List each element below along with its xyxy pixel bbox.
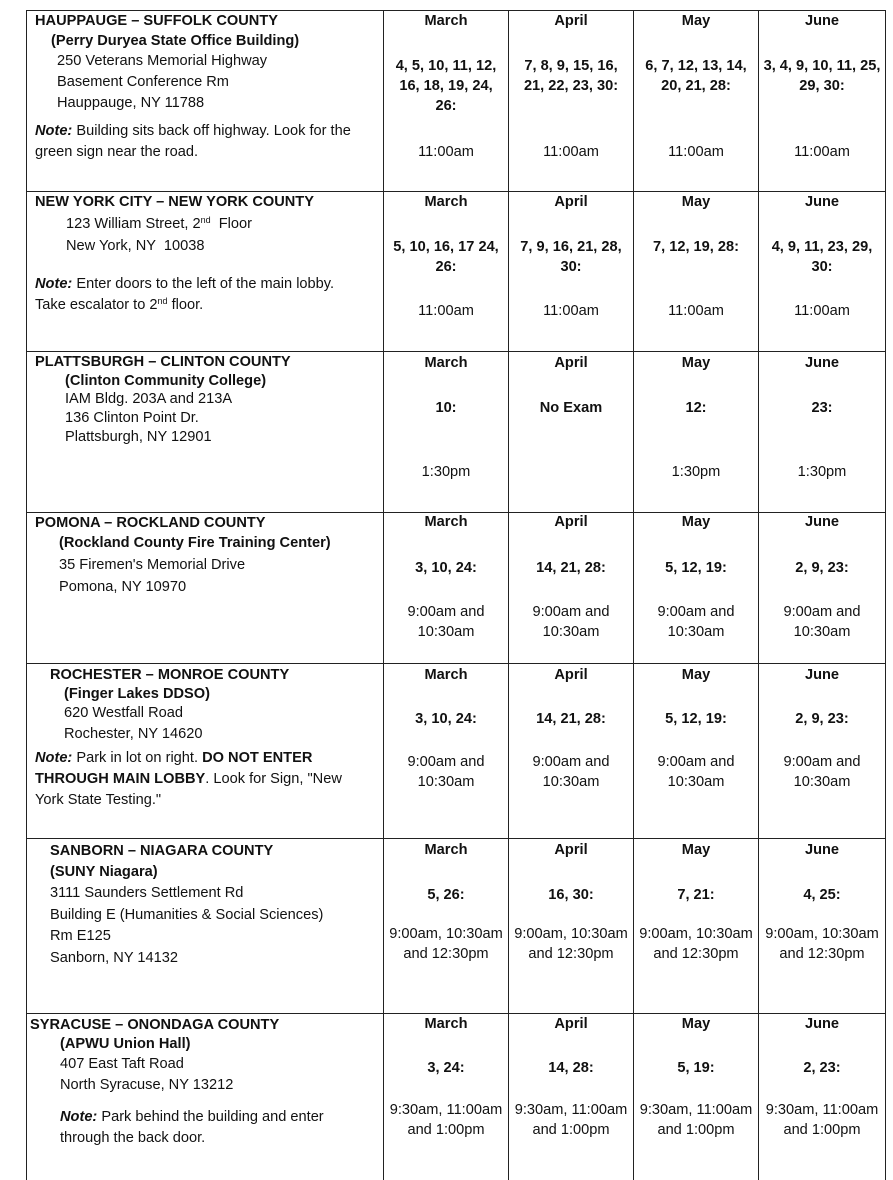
month-cell-april: [509, 664, 634, 838]
month-cell-april: [509, 11, 634, 191]
month-header: April: [554, 1016, 588, 1032]
exam-dates: No Exam: [539, 400, 603, 416]
address-line: IAM Bldg. 203A and 213A: [65, 391, 233, 407]
month-header: April: [554, 355, 588, 371]
location-row-plattsburgh: [27, 352, 885, 513]
exam-dates: 23:: [811, 400, 833, 416]
exam-dates: 2, 23:: [803, 1060, 841, 1076]
location-title: SANBORN – NIAGARA COUNTY: [50, 843, 274, 859]
month-header: March: [424, 194, 468, 210]
exam-times: 9:00am and 10:30am: [532, 754, 610, 790]
address-line: Rochester, NY 14620: [64, 726, 203, 742]
exam-times: 11:00am: [418, 144, 474, 160]
exam-dates: 14, 28:: [548, 1060, 594, 1076]
month-cell-march: [384, 11, 509, 191]
note-warning: DO NOT ENTER THROUGH MAIN LOBBY: [35, 750, 313, 787]
address-line: Plattsburgh, NY 12901: [65, 429, 212, 445]
note-text: floor.: [167, 297, 204, 313]
month-header: March: [424, 514, 468, 530]
exam-dates: 2, 9, 23:: [795, 560, 849, 576]
exam-dates: 7, 12, 19, 28:: [652, 239, 739, 255]
address-line: 250 Veterans Memorial Highway: [57, 53, 268, 69]
month-header: June: [804, 842, 840, 858]
month-cell-march: [384, 664, 509, 838]
exam-times: 11:00am: [543, 303, 599, 319]
note-text: Building sits back off highway. Look for the green sign near the road.: [35, 123, 351, 160]
exam-dates: 5, 10, 16, 17 24, 26:: [393, 239, 499, 275]
month-cell-may: [634, 664, 759, 838]
month-header: May: [681, 355, 711, 371]
address-line: 35 Firemen's Memorial Drive: [59, 557, 246, 573]
exam-dates: 7, 9, 16, 21, 28, 30:: [520, 239, 622, 275]
exam-dates: 3, 10, 24:: [415, 560, 477, 576]
note-text: Park behind the building and enter through the back door.: [60, 1109, 324, 1146]
exam-times: 9:00am, 10:30am and 12:30pm: [639, 926, 753, 962]
location-row-pomona: [27, 513, 885, 664]
exam-times: 9:00am and 10:30am: [407, 604, 485, 640]
month-header: April: [554, 514, 588, 530]
note-label: Note:: [35, 123, 73, 139]
exam-dates: 3, 10, 24:: [415, 711, 477, 727]
month-header: May: [681, 13, 711, 29]
location-row-sanborn: [27, 839, 885, 1014]
facility-name: (Clinton Community College): [65, 373, 267, 389]
location-row-new-york-city: [27, 192, 885, 352]
address-line: Sanborn, NY 14132: [50, 950, 178, 966]
note-text: . Look for Sign, "New York State Testing.": [35, 771, 342, 808]
note-label: Note:: [35, 750, 73, 766]
month-header: March: [424, 355, 468, 371]
location-title: ROCHESTER – MONROE COUNTY: [50, 667, 290, 683]
exam-dates: 2, 9, 23:: [795, 711, 849, 727]
location-note: [30, 1107, 370, 1149]
exam-dates: 5, 12, 19:: [665, 560, 727, 576]
exam-times: 1:30pm: [671, 464, 721, 480]
facility-name: (SUNY Niagara): [50, 864, 158, 880]
exam-times: 9:00am and 10:30am: [783, 604, 861, 640]
note-label: Note:: [35, 276, 73, 292]
month-cell-april: [509, 192, 634, 351]
location-title: NEW YORK CITY – NEW YORK COUNTY: [35, 194, 314, 210]
address-line: 407 East Taft Road: [60, 1056, 184, 1072]
address-line: Pomona, NY 10970: [59, 579, 187, 595]
month-cell-april: [509, 1014, 634, 1180]
location-note: [35, 121, 380, 163]
address-line: 620 Westfall Road: [64, 705, 183, 721]
month-header: May: [681, 194, 711, 210]
exam-times: 9:30am, 11:00am and 1:00pm: [514, 1102, 628, 1138]
location-cell: [27, 11, 384, 191]
month-header: June: [804, 355, 840, 371]
address-line: 3111 Saunders Settlement Rd: [50, 885, 244, 901]
exam-dates: 7, 8, 9, 15, 16, 21, 22, 23, 30:: [523, 58, 619, 94]
month-header: April: [554, 842, 588, 858]
month-header: March: [424, 667, 468, 683]
exam-times: 9:00am and 10:30am: [657, 604, 735, 640]
address-line: Rm E125: [50, 928, 111, 944]
month-header: May: [681, 514, 711, 530]
address-text: Floor: [210, 216, 253, 232]
location-title: PLATTSBURGH – CLINTON COUNTY: [35, 354, 291, 370]
location-note: [35, 274, 355, 316]
location-row-rochester: [27, 664, 885, 839]
exam-times: 1:30pm: [797, 464, 847, 480]
exam-times: 11:00am: [543, 144, 599, 160]
location-title: SYRACUSE – ONONDAGA COUNTY: [30, 1017, 280, 1033]
exam-times: 11:00am: [418, 303, 474, 319]
facility-name: (Rockland County Fire Training Center): [59, 535, 331, 551]
month-cell-may: [634, 1014, 759, 1180]
exam-dates: 14, 21, 28:: [536, 711, 606, 727]
address-line: 136 Clinton Point Dr.: [65, 410, 199, 426]
month-cell-june: [759, 839, 885, 1013]
note-label: Note:: [60, 1109, 98, 1125]
month-cell-march: [384, 513, 509, 663]
month-cell-april: [509, 513, 634, 663]
month-cell-june: [759, 192, 885, 351]
month-cell-march: [384, 1014, 509, 1180]
location-cell: [27, 1014, 384, 1180]
month-cell-march: [384, 192, 509, 351]
month-header: May: [681, 667, 711, 683]
exam-dates: 10:: [435, 400, 457, 416]
month-header: June: [804, 13, 840, 29]
address-line: Basement Conference Rm: [57, 74, 229, 90]
location-cell: [27, 192, 384, 351]
location-cell: [27, 664, 384, 838]
exam-times: 11:00am: [668, 144, 724, 160]
month-header: April: [554, 13, 588, 29]
address-line: New York, NY 10038: [66, 238, 205, 254]
month-cell-may: [634, 513, 759, 663]
month-header: March: [424, 13, 468, 29]
exam-dates: 7, 21:: [677, 887, 715, 903]
month-cell-april: [509, 839, 634, 1013]
facility-name: (Finger Lakes DDSO): [64, 686, 210, 702]
exam-times: 9:00am, 10:30am and 12:30pm: [514, 926, 628, 962]
month-header: June: [804, 1016, 840, 1032]
month-header: May: [681, 842, 711, 858]
exam-times: 9:30am, 11:00am and 1:00pm: [765, 1102, 879, 1138]
exam-dates: 4, 25:: [803, 887, 841, 903]
exam-times: 1:30pm: [421, 464, 471, 480]
exam-times: 11:00am: [794, 144, 850, 160]
exam-dates: 3, 24:: [427, 1060, 465, 1076]
exam-times: 9:00am and 10:30am: [657, 754, 735, 790]
note-text: Park in lot on right.: [72, 750, 203, 766]
exam-times: 9:00am, 10:30am and 12:30pm: [389, 926, 503, 962]
address-line: [35, 214, 380, 235]
exam-dates: 14, 21, 28:: [536, 560, 606, 576]
exam-times: 9:00am and 10:30am: [532, 604, 610, 640]
exam-times: 9:00am, 10:30am and 12:30pm: [765, 926, 879, 962]
exam-dates: 4, 5, 10, 11, 12, 16, 18, 19, 24, 26:: [395, 58, 497, 114]
exam-dates: 5, 26:: [427, 887, 465, 903]
month-cell-june: [759, 352, 885, 512]
exam-dates: 6, 7, 12, 13, 14, 20, 21, 28:: [645, 58, 747, 94]
exam-dates: 5, 12, 19:: [665, 711, 727, 727]
exam-times: 11:00am: [668, 303, 724, 319]
exam-schedule-table: [26, 10, 886, 1180]
exam-times: 9:00am and 10:30am: [407, 754, 485, 790]
month-cell-april: [509, 352, 634, 512]
exam-times: 9:00am and 10:30am: [783, 754, 861, 790]
address-line: Building E (Humanities & Social Sciences): [50, 907, 324, 923]
month-header: May: [681, 1016, 711, 1032]
month-cell-june: [759, 513, 885, 663]
month-cell-may: [634, 192, 759, 351]
month-cell-june: [759, 11, 885, 191]
location-title: POMONA – ROCKLAND COUNTY: [35, 515, 266, 531]
exam-dates: 3, 4, 9, 10, 11, 25, 29, 30:: [763, 58, 881, 94]
address-line: North Syracuse, NY 13212: [60, 1077, 234, 1093]
location-note: [35, 748, 365, 811]
address-text: 123 William Street, 2: [66, 216, 201, 232]
location-row-syracuse: [27, 1014, 885, 1180]
address-superscript: nd: [200, 215, 211, 225]
location-cell: [27, 839, 384, 1013]
exam-dates: 12:: [685, 400, 707, 416]
address-line: Hauppauge, NY 11788: [57, 95, 205, 111]
month-cell-march: [384, 839, 509, 1013]
exam-dates: 4, 9, 11, 23, 29, 30:: [771, 239, 873, 275]
note-text: Enter doors to the left of the main lobby. Take escalator to 2: [35, 276, 335, 313]
month-header: June: [804, 667, 840, 683]
facility-name: (APWU Union Hall): [60, 1036, 191, 1052]
month-cell-may: [634, 11, 759, 191]
location-row-hauppauge: [27, 11, 885, 192]
month-header: April: [554, 194, 588, 210]
location-cell: [27, 352, 384, 512]
facility-name: (Perry Duryea State Office Building): [51, 33, 300, 49]
month-header: April: [554, 667, 588, 683]
month-header: March: [424, 1016, 468, 1032]
location-title: HAUPPAUGE – SUFFOLK COUNTY: [35, 13, 278, 29]
exam-dates: 16, 30:: [548, 887, 594, 903]
month-cell-june: [759, 664, 885, 838]
exam-times: 9:30am, 11:00am and 1:00pm: [389, 1102, 503, 1138]
exam-dates: 5, 19:: [677, 1060, 715, 1076]
month-header: June: [804, 514, 840, 530]
exam-times: 9:30am, 11:00am and 1:00pm: [639, 1102, 753, 1138]
note-superscript: nd: [157, 296, 168, 306]
month-cell-may: [634, 839, 759, 1013]
month-cell-may: [634, 352, 759, 512]
month-cell-june: [759, 1014, 885, 1180]
exam-times: 11:00am: [794, 303, 850, 319]
month-cell-march: [384, 352, 509, 512]
month-header: March: [424, 842, 468, 858]
location-cell: [27, 513, 384, 663]
month-header: June: [804, 194, 840, 210]
